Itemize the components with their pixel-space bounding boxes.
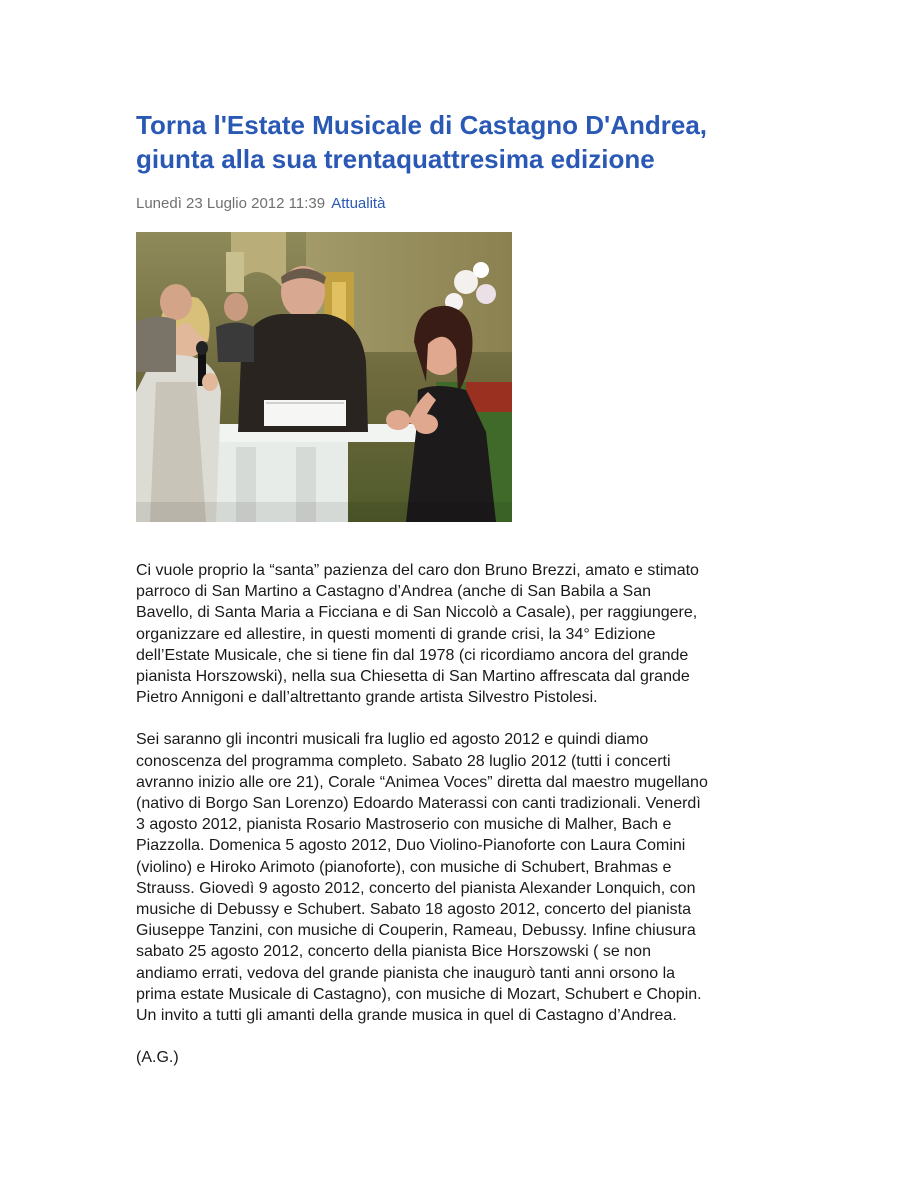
paragraph-line: organizzare ed allestire, in questi momenti di grande crisi, la 34° Edizione bbox=[136, 625, 656, 643]
paragraph-line: musiche di Debussy e Schubert. Sabato 18 agosto 2012, concerto del pianista bbox=[136, 901, 692, 919]
article-meta bbox=[136, 194, 826, 214]
category-link[interactable]: Attualità bbox=[331, 195, 386, 212]
paragraph-line: Un invito a tutti gli amanti della grande musica in quel di Castagno d’Andrea. bbox=[136, 1007, 677, 1025]
paragraph-line: prima estate Musicale di Castagno), con musiche di Mozart, Schubert e Chopin. bbox=[136, 985, 702, 1003]
paragraph-line: dell’Estate Musicale, che si tiene fin dal 1978 (ci ricordiamo ancora del grande bbox=[136, 646, 689, 664]
paragraph-line: Bavello, di Santa Maria a Ficciana e di San Niccolò a Casale), per raggiungere, bbox=[136, 604, 698, 622]
article-title-line-1: Torna l'Estate Musicale di Castagno D'Andrea, bbox=[136, 110, 708, 140]
article bbox=[136, 108, 826, 1068]
paragraph-line: pianista Horszowski), nella sua Chiesetta di San Martino affrescata dal grande bbox=[136, 668, 690, 686]
paragraph-line: 3 agosto 2012, pianista Rosario Mastroserio con musiche di Malher, Bach e bbox=[136, 816, 672, 834]
paragraph-line: Ci vuole proprio la “santa” pazienza del caro don Bruno Brezzi, amato e stimato bbox=[136, 562, 699, 579]
paragraph-line: Strauss. Giovedì 9 agosto 2012, concerto del pianista Alexander Lonquich, con bbox=[136, 879, 696, 897]
paragraph-line: Giuseppe Tanzini, con musiche di Couperin, Rameau, Debussy. Infine chiusura bbox=[136, 922, 696, 940]
article-title-line-2: giunta alla sua trentaquattresima edizione bbox=[136, 144, 655, 174]
paragraph-line: conoscenza del programma completo. Sabato 28 luglio 2012 (tutti i concerti bbox=[136, 752, 671, 770]
article-photo bbox=[136, 232, 512, 522]
paragraph-line: Piazzolla. Domenica 5 agosto 2012, Duo Violino-Pianoforte con Laura Comini bbox=[136, 837, 686, 855]
article-body bbox=[136, 560, 826, 1068]
paragraph-line: (nativo di Borgo San Lorenzo) Edoardo Materassi con canti tradizionali. Venerdì bbox=[136, 795, 701, 813]
paragraph-line: andiamo errati, vedova del grande pianista che inaugurò tanti anni orsono la bbox=[136, 964, 676, 982]
paragraph-2 bbox=[136, 729, 826, 1026]
paragraph-line: parroco di San Martino a Castagno d’Andrea (anche di San Babila a San bbox=[136, 583, 651, 601]
article-title bbox=[136, 108, 826, 176]
paragraph-line: (violino) e Hiroko Arimoto (pianoforte), con musiche di Schubert, Brahmas e bbox=[136, 858, 672, 876]
paragraph-1 bbox=[136, 560, 826, 708]
photo-icon bbox=[136, 232, 512, 522]
article-date: Lunedì 23 Luglio 2012 11:39 bbox=[136, 195, 326, 212]
article-signature: (A.G.) bbox=[136, 1049, 179, 1067]
paragraph-line: Sei saranno gli incontri musicali fra luglio ed agosto 2012 e quindi diamo bbox=[136, 731, 649, 749]
paragraph-line: sabato 25 agosto 2012, concerto della pianista Bice Horszowski ( se non bbox=[136, 943, 651, 961]
paragraph-line: avranno inizio alle ore 21), Corale “Animea Voces” diretta dal maestro mugellano bbox=[136, 773, 708, 791]
paragraph-line: Pietro Annigoni e dall’altrettanto grande artista Silvestro Pistolesi. bbox=[136, 689, 598, 707]
